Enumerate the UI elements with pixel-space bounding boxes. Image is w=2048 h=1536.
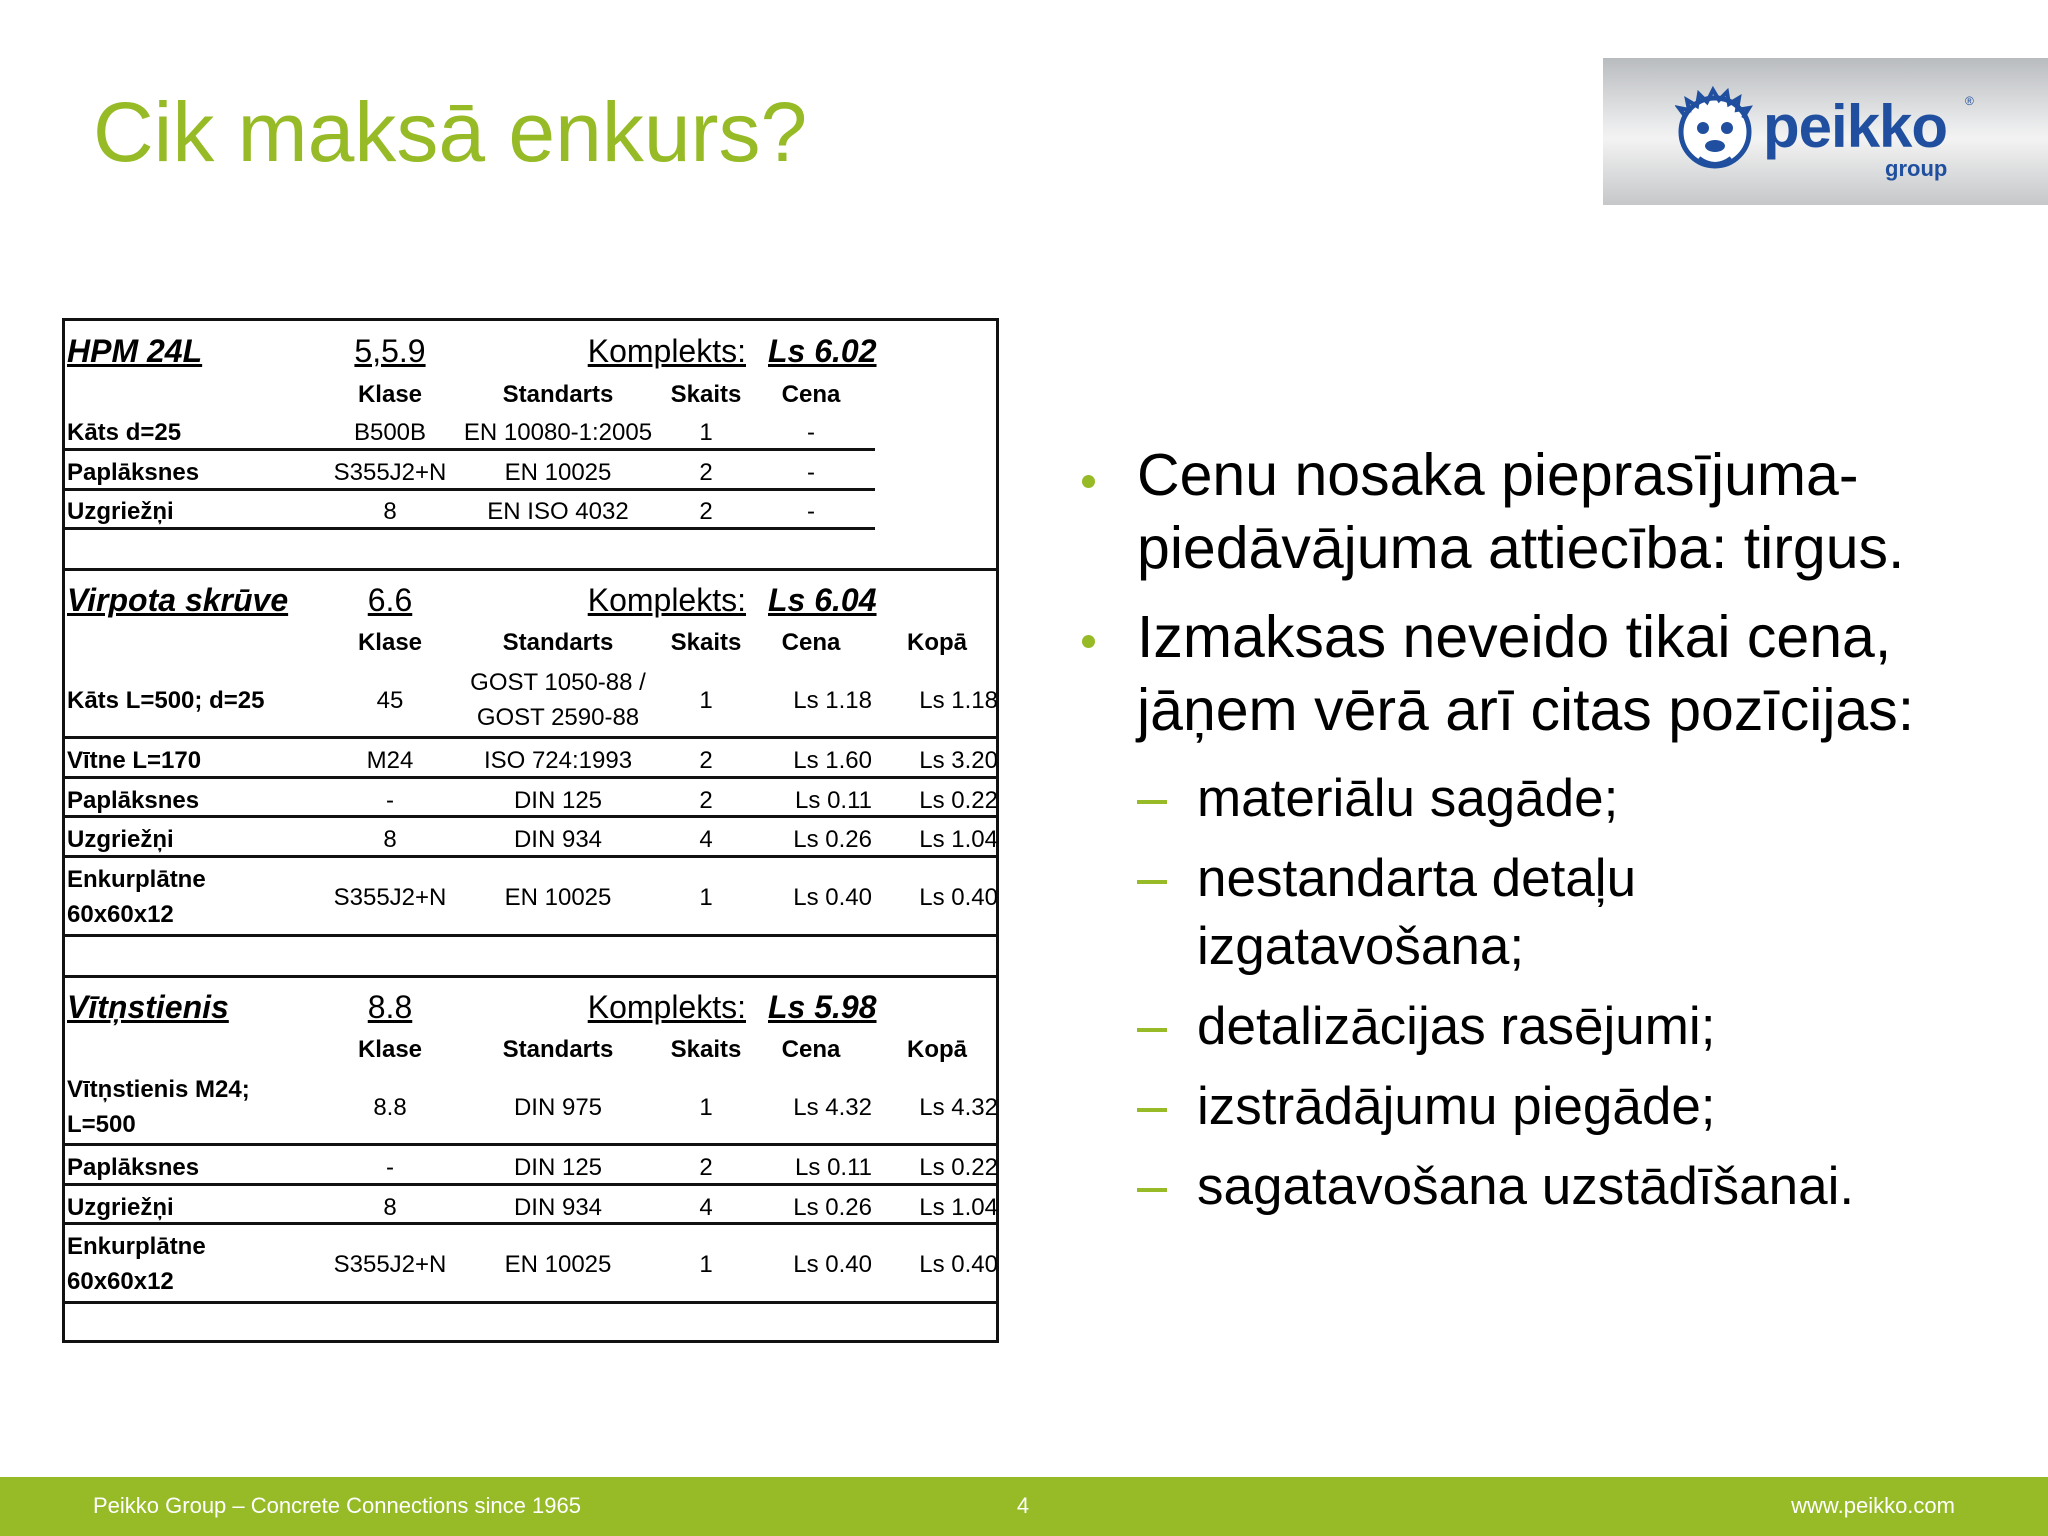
sub-bullet-text: materiālu sagāde; [1197,769,1619,828]
section-name: Vītņstienis [67,989,229,1025]
cell-class: 8 [383,1194,397,1221]
cell-standard: DIN 934 [513,826,603,853]
row-divider [65,934,996,937]
cell-class: S355J2+N [333,1251,447,1278]
cell-class: 8 [383,826,397,853]
cell-price: Ls 0.40 [793,884,872,911]
sub-bullet-text: izstrādājumu piegāde; [1197,1077,1716,1136]
column-header: Cena [781,381,841,408]
footer-left-text: Peikko Group – Concrete Connections since 1965 [93,1493,581,1518]
cell-count: 2 [699,459,713,486]
section-name: HPM 24L [67,333,203,369]
bullet-text: Izmaksas neveido tikai cena, [1137,604,1892,670]
set-label: Komplekts: [587,333,746,369]
row-divider [65,1143,996,1146]
footer-bar [0,1477,2048,1536]
cell-total: Ls 0.22 [919,787,998,814]
set-price: Ls 6.02 [768,333,877,369]
cell-standard: ISO 724:1993 [483,747,633,774]
row-divider [65,448,875,451]
cell-count: 4 [699,826,713,853]
cell-standard: EN 10025 [504,459,612,486]
cell-item: Uzgriežņi [67,1194,174,1221]
cell-count: 2 [699,787,713,814]
price-table [62,318,999,1343]
sub-bullet-text: nestandarta detaļu [1197,849,1637,908]
logo-registered-mark: ® [1965,94,1974,108]
cell-item: Vītne L=170 [67,747,202,774]
peikko-logo [1603,58,2048,205]
cell-count: 1 [699,687,713,714]
bullet-text: Cenu nosaka pieprasījuma- [1137,442,1859,508]
sub-bullet-dash-icon [1137,1028,1167,1032]
logo-subtext: group [1885,156,1948,181]
cell-standard: DIN 934 [513,1194,603,1221]
set-label: Komplekts: [587,582,746,618]
column-header: Standarts [502,1036,614,1063]
set-price: Ls 6.04 [768,582,877,618]
set-price: Ls 5.98 [768,989,877,1025]
sub-bullet-dash-icon [1137,880,1167,884]
cell-class: 8 [383,498,397,525]
cell-price: Ls 0.40 [793,1251,872,1278]
cell-standard: DIN 125 [513,787,603,814]
section-grade: 5,5.9 [354,333,426,369]
cell-price: - [807,419,815,446]
peikko-mascot-icon [1675,86,1755,181]
cell-item: Kāts L=500; d=25 [67,687,265,714]
cell-class: M24 [366,747,414,774]
sub-bullet-text-line2: izgatavošana; [1197,917,1525,976]
cell-standard: DIN 975 [513,1094,603,1121]
cell-class: 8.8 [373,1094,407,1121]
row-divider [65,527,875,530]
column-header: Skaits [670,1036,742,1063]
cell-class: 45 [376,687,404,714]
page-number: 4 [1016,1493,1030,1518]
cell-item-line2: 60x60x12 [67,901,174,928]
cell-item-line2: 60x60x12 [67,1268,174,1295]
row-divider [65,776,996,779]
cell-price: Ls 0.11 [795,787,872,814]
section-name: Virpota skrūve [67,582,289,618]
sub-bullet-text: detalizācijas rasējumi; [1197,997,1716,1056]
cell-count: 2 [699,747,713,774]
cell-price: Ls 0.11 [795,1154,872,1181]
section-grade: 8.8 [367,989,413,1025]
cell-class: S355J2+N [333,459,447,486]
cell-price: Ls 0.26 [793,1194,872,1221]
column-header: Kopā [907,629,967,656]
cell-item-line2: L=500 [67,1111,136,1138]
cell-class: S355J2+N [333,884,447,911]
section-grade: 6.6 [367,582,413,618]
column-header: Standarts [502,629,614,656]
slide-title: Cik maksā enkurs? [93,85,808,179]
cell-standard: EN 10025 [504,884,612,911]
cell-count: 2 [699,1154,713,1181]
cell-total: Ls 0.40 [919,1251,998,1278]
column-header: Kopā [907,1036,967,1063]
cell-standard: GOST 1050-88 / [470,669,646,696]
row-divider [65,736,996,739]
column-header: Klase [357,1036,423,1063]
column-header: Cena [781,1036,841,1063]
cell-count: 1 [699,884,713,911]
footer-website-link[interactable]: www.peikko.com [1791,1493,1955,1518]
cell-total: Ls 3.20 [919,747,998,774]
cell-item: Enkurplātne [67,866,206,893]
set-label: Komplekts: [587,989,746,1025]
cell-price: - [807,459,815,486]
cell-total: Ls 0.40 [919,884,998,911]
row-divider [65,815,996,818]
column-header: Standarts [502,381,614,408]
section-divider [65,975,996,978]
column-header: Klase [357,629,423,656]
cell-standard-line2: GOST 2590-88 [476,704,640,731]
sub-bullet-text: sagatavošana uzstādīšanai. [1197,1157,1855,1216]
cell-total: Ls 1.18 [919,687,998,714]
cell-price: - [807,498,815,525]
section-divider [65,568,996,571]
cell-item: Paplāksnes [67,787,200,814]
column-header: Skaits [670,629,742,656]
bullet-text-line2: jāņem vērā arī citas pozīcijas: [1137,677,1915,743]
sub-bullet-dash-icon [1137,800,1167,804]
logo-wordmark: peikko [1763,93,1948,160]
column-header: Klase [357,381,423,408]
row-divider [65,1301,996,1304]
cell-item: Kāts d=25 [67,419,182,446]
cell-class: - [386,787,394,814]
cell-item: Enkurplātne [67,1233,206,1260]
sub-bullet-dash-icon [1137,1188,1167,1192]
bullet-text-line2: piedāvājuma attiecība: tirgus. [1137,515,1905,581]
cell-standard: EN 10080-1:2005 [463,419,653,446]
cell-count: 4 [699,1194,713,1221]
cell-count: 2 [699,498,713,525]
row-divider [65,488,875,491]
cell-class: B500B [353,419,427,446]
row-divider [65,1222,996,1225]
cell-item: Vītņstienis M24; [67,1076,250,1103]
cell-item: Uzgriežņi [67,826,174,853]
column-header: Cena [781,629,841,656]
cell-price: Ls 1.18 [793,687,872,714]
cell-total: Ls 1.04 [919,1194,998,1221]
row-divider [65,1183,996,1186]
bullet-dot-icon [1082,475,1095,488]
cell-total: Ls 0.22 [919,1154,998,1181]
cell-price: Ls 1.60 [793,747,872,774]
cell-standard: EN 10025 [504,1251,612,1278]
cell-count: 1 [699,1094,713,1121]
sub-bullet-dash-icon [1137,1108,1167,1112]
cell-standard: EN ISO 4032 [487,498,629,525]
row-divider [65,855,996,858]
column-header: Skaits [670,381,742,408]
cell-count: 1 [699,1251,713,1278]
cell-class: - [386,1154,394,1181]
cell-total: Ls 4.32 [919,1094,998,1121]
cell-item: Uzgriežņi [67,498,174,525]
cell-item: Paplāksnes [67,1154,200,1181]
cell-count: 1 [699,419,713,446]
cell-total: Ls 1.04 [919,826,998,853]
cell-standard: DIN 125 [513,1154,603,1181]
cell-price: Ls 4.32 [793,1094,872,1121]
cell-item: Paplāksnes [67,459,200,486]
cell-price: Ls 0.26 [793,826,872,853]
bullet-dot-icon [1082,635,1095,648]
